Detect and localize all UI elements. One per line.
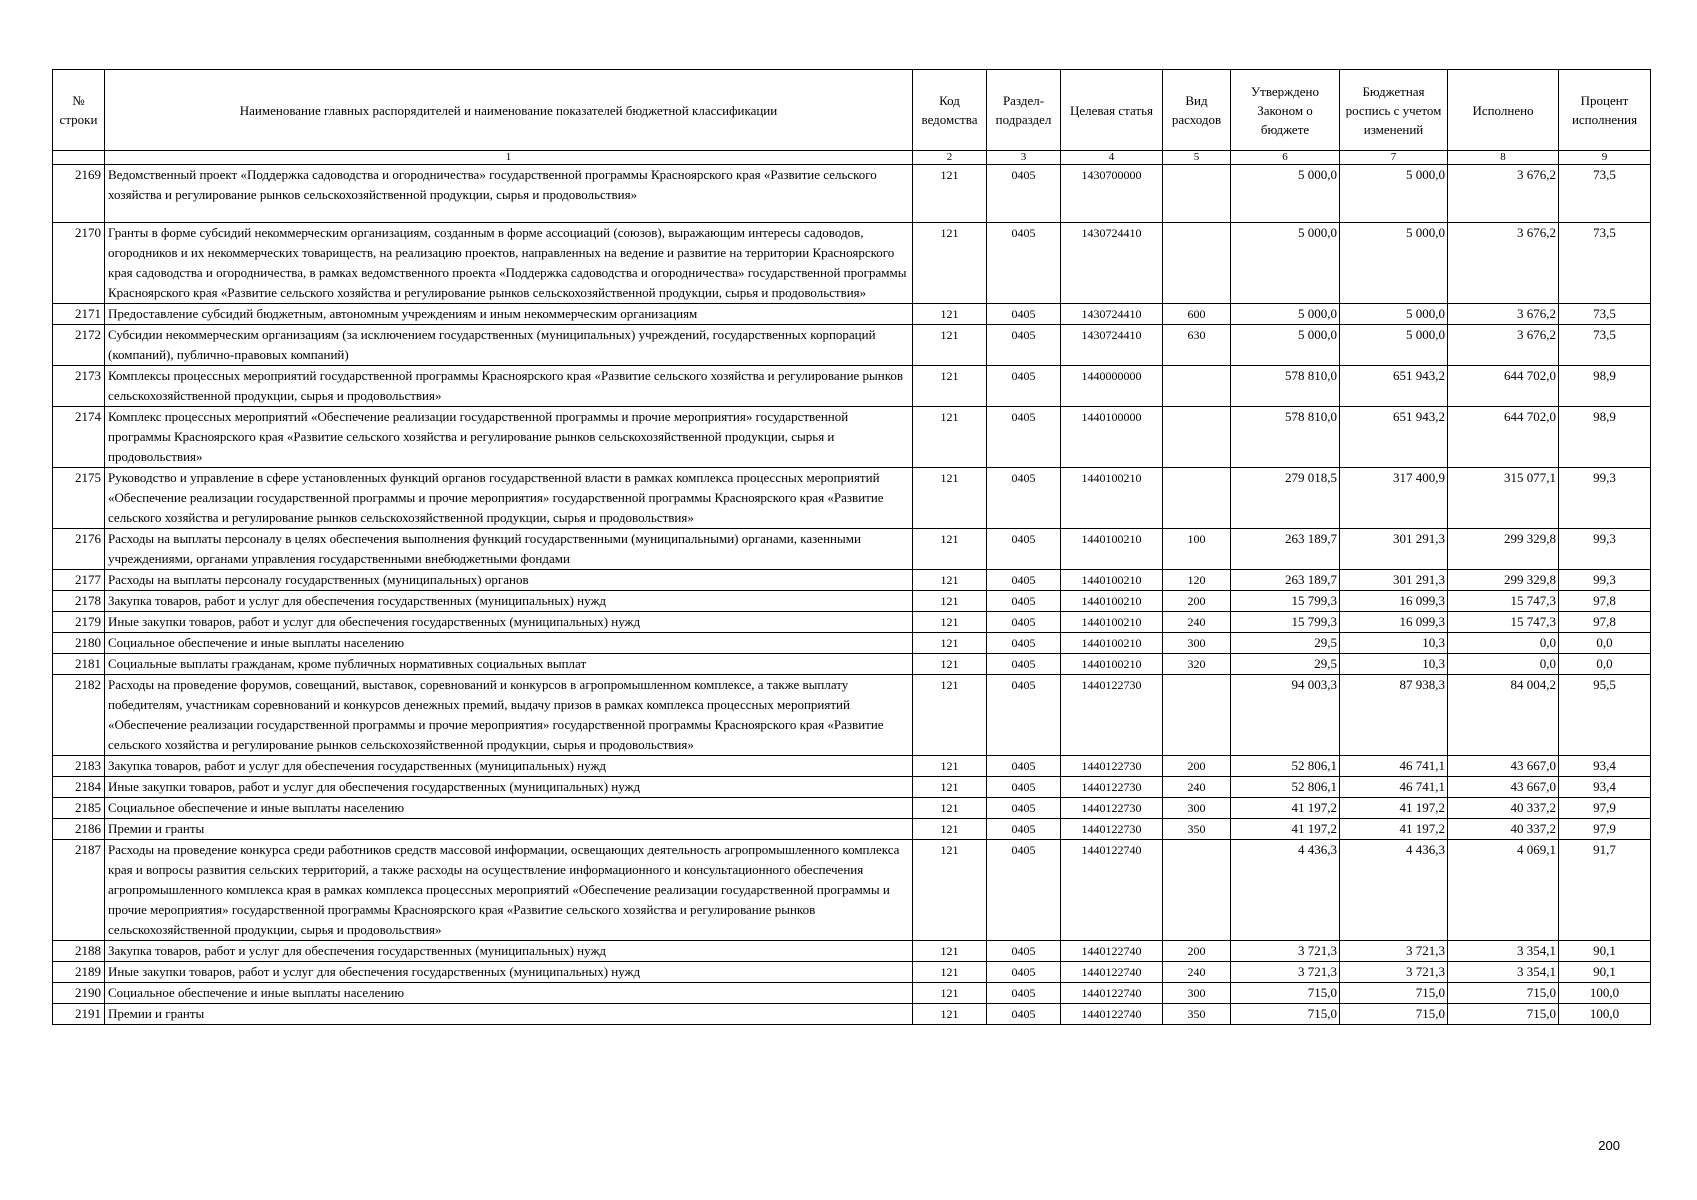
expense-type: 240	[1163, 612, 1231, 633]
table-row	[53, 654, 1651, 675]
table-row	[53, 529, 1651, 570]
row-number: 2180	[53, 633, 105, 654]
execution-percent: 100,0	[1559, 1004, 1651, 1025]
column-number: 1	[105, 151, 913, 165]
dept-code: 121	[913, 304, 987, 325]
approved-amount: 29,5	[1231, 654, 1340, 675]
execution-percent: 73,5	[1559, 165, 1651, 223]
row-name: Социальное обеспечение и иные выплаты населению	[105, 798, 913, 819]
table-row	[53, 675, 1651, 756]
dept-code: 121	[913, 798, 987, 819]
dept-code: 121	[913, 819, 987, 840]
target-article: 1440122740	[1061, 941, 1163, 962]
expense-type: 240	[1163, 962, 1231, 983]
approved-amount: 715,0	[1231, 983, 1340, 1004]
row-name: Иные закупки товаров, работ и услуг для обеспечения государственных (муниципальных) нужд	[105, 612, 913, 633]
expense-type	[1163, 366, 1231, 407]
expense-type: 200	[1163, 941, 1231, 962]
section-code: 0405	[987, 304, 1061, 325]
row-name: Закупка товаров, работ и услуг для обеспечения государственных (муниципальных) нужд	[105, 756, 913, 777]
target-article: 1440122740	[1061, 983, 1163, 1004]
header-percent: Процент исполнения	[1559, 70, 1651, 151]
row-name: Комплексы процессных мероприятий государственной программы Красноярского края «Развитие сельского хозяйства и регулирование рынков сельскохозяйственной продукции, сырья и продовольствия»	[105, 366, 913, 407]
execution-percent: 90,1	[1559, 962, 1651, 983]
dept-code: 121	[913, 529, 987, 570]
row-number: 2171	[53, 304, 105, 325]
approved-amount: 578 810,0	[1231, 407, 1340, 468]
section-code: 0405	[987, 962, 1061, 983]
expense-type: 200	[1163, 591, 1231, 612]
target-article: 1430724410	[1061, 304, 1163, 325]
budget-list-amount: 715,0	[1340, 1004, 1448, 1025]
expense-type: 300	[1163, 798, 1231, 819]
row-name: Закупка товаров, работ и услуг для обеспечения государственных (муниципальных) нужд	[105, 591, 913, 612]
section-code: 0405	[987, 798, 1061, 819]
target-article: 1440122730	[1061, 798, 1163, 819]
table-row	[53, 983, 1651, 1004]
row-number: 2183	[53, 756, 105, 777]
approved-amount: 52 806,1	[1231, 777, 1340, 798]
approved-amount: 5 000,0	[1231, 223, 1340, 304]
execution-percent: 0,0	[1559, 633, 1651, 654]
approved-amount: 94 003,3	[1231, 675, 1340, 756]
dept-code: 121	[913, 654, 987, 675]
budget-list-amount: 301 291,3	[1340, 529, 1448, 570]
expense-type: 320	[1163, 654, 1231, 675]
budget-list-amount: 317 400,9	[1340, 468, 1448, 529]
approved-amount: 578 810,0	[1231, 366, 1340, 407]
executed-amount: 3 676,2	[1448, 304, 1559, 325]
expense-type: 630	[1163, 325, 1231, 366]
dept-code: 121	[913, 366, 987, 407]
executed-amount: 3 676,2	[1448, 325, 1559, 366]
row-number: 2190	[53, 983, 105, 1004]
row-name: Премии и гранты	[105, 819, 913, 840]
executed-amount: 315 077,1	[1448, 468, 1559, 529]
approved-amount: 4 436,3	[1231, 840, 1340, 941]
row-number: 2174	[53, 407, 105, 468]
execution-percent: 93,4	[1559, 777, 1651, 798]
expense-type	[1163, 840, 1231, 941]
section-code: 0405	[987, 654, 1061, 675]
row-number: 2172	[53, 325, 105, 366]
target-article: 1440100210	[1061, 468, 1163, 529]
header-exp-type: Вид расходов	[1163, 70, 1231, 151]
execution-percent: 97,9	[1559, 819, 1651, 840]
approved-amount: 715,0	[1231, 1004, 1340, 1025]
target-article: 1430724410	[1061, 325, 1163, 366]
budget-list-amount: 3 721,3	[1340, 941, 1448, 962]
executed-amount: 43 667,0	[1448, 777, 1559, 798]
section-code: 0405	[987, 591, 1061, 612]
execution-percent: 73,5	[1559, 304, 1651, 325]
section-code: 0405	[987, 983, 1061, 1004]
section-code: 0405	[987, 407, 1061, 468]
executed-amount: 644 702,0	[1448, 366, 1559, 407]
dept-code: 121	[913, 165, 987, 223]
row-number: 2169	[53, 165, 105, 223]
executed-amount: 3 354,1	[1448, 962, 1559, 983]
section-code: 0405	[987, 941, 1061, 962]
table-row	[53, 612, 1651, 633]
column-number: 2	[913, 151, 987, 165]
executed-amount: 3 676,2	[1448, 223, 1559, 304]
target-article: 1440100210	[1061, 633, 1163, 654]
section-code: 0405	[987, 570, 1061, 591]
table-row	[53, 819, 1651, 840]
approved-amount: 29,5	[1231, 633, 1340, 654]
table-row	[53, 325, 1651, 366]
target-article: 1440122740	[1061, 962, 1163, 983]
section-code: 0405	[987, 633, 1061, 654]
dept-code: 121	[913, 325, 987, 366]
row-number: 2187	[53, 840, 105, 941]
row-number: 2176	[53, 529, 105, 570]
section-code: 0405	[987, 840, 1061, 941]
executed-amount: 15 747,3	[1448, 612, 1559, 633]
budget-list-amount: 41 197,2	[1340, 819, 1448, 840]
execution-percent: 99,3	[1559, 529, 1651, 570]
dept-code: 121	[913, 223, 987, 304]
row-name: Субсидии некоммерческим организациям (за исключением государственных (муниципальных) учреждений, государственных корпораций (компаний), публично-правовых компаний)	[105, 325, 913, 366]
table-row	[53, 407, 1651, 468]
target-article: 1440122730	[1061, 777, 1163, 798]
dept-code: 121	[913, 612, 987, 633]
row-name: Иные закупки товаров, работ и услуг для обеспечения государственных (муниципальных) нужд	[105, 962, 913, 983]
expense-type	[1163, 223, 1231, 304]
budget-list-amount: 5 000,0	[1340, 325, 1448, 366]
execution-percent: 73,5	[1559, 223, 1651, 304]
target-article: 1430724410	[1061, 223, 1163, 304]
execution-percent: 99,3	[1559, 570, 1651, 591]
row-name: Иные закупки товаров, работ и услуг для обеспечения государственных (муниципальных) нужд	[105, 777, 913, 798]
execution-percent: 91,7	[1559, 840, 1651, 941]
executed-amount: 299 329,8	[1448, 529, 1559, 570]
dept-code: 121	[913, 756, 987, 777]
budget-list-amount: 5 000,0	[1340, 223, 1448, 304]
table-row	[53, 756, 1651, 777]
target-article: 1440100210	[1061, 529, 1163, 570]
execution-percent: 95,5	[1559, 675, 1651, 756]
header-dept-code: Код ведомства	[913, 70, 987, 151]
section-code: 0405	[987, 468, 1061, 529]
execution-percent: 98,9	[1559, 407, 1651, 468]
row-number: 2191	[53, 1004, 105, 1025]
row-number: 2181	[53, 654, 105, 675]
target-article: 1440122740	[1061, 840, 1163, 941]
target-article: 1440000000	[1061, 366, 1163, 407]
dept-code: 121	[913, 777, 987, 798]
approved-amount: 15 799,3	[1231, 591, 1340, 612]
target-article: 1440100210	[1061, 570, 1163, 591]
target-article: 1440100000	[1061, 407, 1163, 468]
target-article: 1440100210	[1061, 654, 1163, 675]
table-row	[53, 798, 1651, 819]
header-budget-list: Бюджетная роспись с учетом изменений	[1340, 70, 1448, 151]
execution-percent: 93,4	[1559, 756, 1651, 777]
table-row	[53, 633, 1651, 654]
dept-code: 121	[913, 962, 987, 983]
dept-code: 121	[913, 591, 987, 612]
row-name: Гранты в форме субсидий некоммерческим организациям, созданным в форме ассоциаций (союзов), выражающим интересы садоводов, огородников и их некоммерческих товариществ, на реализацию проектов, направленных на ведение и развитие на территории Красноярского края садоводства и огородничества, в рамках ведомственного проекта «Поддержка садоводства и огородничества» государственной программы Красноярского края «Развитие сельского хозяйства и регулирование рынков сельскохозяйственной продукции, сырья и продовольствия»	[105, 223, 913, 304]
column-number: 6	[1231, 151, 1340, 165]
target-article: 1440100210	[1061, 591, 1163, 612]
section-code: 0405	[987, 819, 1061, 840]
budget-list-amount: 651 943,2	[1340, 407, 1448, 468]
row-name: Социальное обеспечение и иные выплаты населению	[105, 633, 913, 654]
table-row	[53, 962, 1651, 983]
expense-type: 350	[1163, 819, 1231, 840]
table-header-row	[53, 70, 1651, 151]
row-name: Расходы на проведение конкурса среди работников средств массовой информации, освещающих деятельность агропромышленного комплекса края и вопросы развития сельских территорий, а также расходы на осуществление информационного и консультационного обеспечения агропромышленного комплекса края в рамках комплекса процессных мероприятий «Обеспечение реализации государственной программы и прочие мероприятия» государственной программы Красноярского края «Развитие сельского хозяйства и регулирование рынков сельскохозяйственной продукции, сырья и продовольствия»	[105, 840, 913, 941]
execution-percent: 99,3	[1559, 468, 1651, 529]
executed-amount: 644 702,0	[1448, 407, 1559, 468]
executed-amount: 299 329,8	[1448, 570, 1559, 591]
section-code: 0405	[987, 223, 1061, 304]
expense-type: 300	[1163, 633, 1231, 654]
row-number: 2188	[53, 941, 105, 962]
budget-list-amount: 46 741,1	[1340, 777, 1448, 798]
row-number: 2175	[53, 468, 105, 529]
executed-amount: 0,0	[1448, 654, 1559, 675]
row-name: Социальные выплаты гражданам, кроме публичных нормативных социальных выплат	[105, 654, 913, 675]
budget-list-amount: 10,3	[1340, 654, 1448, 675]
budget-list-amount: 715,0	[1340, 983, 1448, 1004]
section-code: 0405	[987, 1004, 1061, 1025]
header-name: Наименование главных распорядителей и наименование показателей бюджетной классификации	[105, 70, 913, 151]
execution-percent: 90,1	[1559, 941, 1651, 962]
expense-type	[1163, 675, 1231, 756]
budget-list-amount: 87 938,3	[1340, 675, 1448, 756]
executed-amount: 715,0	[1448, 1004, 1559, 1025]
execution-percent: 73,5	[1559, 325, 1651, 366]
approved-amount: 263 189,7	[1231, 570, 1340, 591]
dept-code: 121	[913, 468, 987, 529]
section-code: 0405	[987, 777, 1061, 798]
column-number: 7	[1340, 151, 1448, 165]
column-number: 4	[1061, 151, 1163, 165]
page-number: 200	[1598, 1138, 1620, 1153]
executed-amount: 715,0	[1448, 983, 1559, 1004]
column-number-row	[53, 151, 1651, 165]
row-name: Руководство и управление в сфере установленных функций органов государственной власти в рамках комплекса процессных мероприятий «Обеспечение реализации государственной программы и прочие мероприятия» государственной программы Красноярского края «Развитие сельского хозяйства и регулирование рынков сельскохозяйственной продукции, сырья и продовольствия»	[105, 468, 913, 529]
header-target: Целевая статья	[1061, 70, 1163, 151]
row-name: Премии и гранты	[105, 1004, 913, 1025]
executed-amount: 84 004,2	[1448, 675, 1559, 756]
header-section: Раздел-подраздел	[987, 70, 1061, 151]
approved-amount: 15 799,3	[1231, 612, 1340, 633]
budget-list-amount: 41 197,2	[1340, 798, 1448, 819]
table-row	[53, 777, 1651, 798]
expense-type	[1163, 468, 1231, 529]
approved-amount: 52 806,1	[1231, 756, 1340, 777]
expense-type	[1163, 407, 1231, 468]
budget-list-amount: 16 099,3	[1340, 591, 1448, 612]
expense-type: 350	[1163, 1004, 1231, 1025]
execution-percent: 97,8	[1559, 591, 1651, 612]
approved-amount: 3 721,3	[1231, 962, 1340, 983]
executed-amount: 0,0	[1448, 633, 1559, 654]
approved-amount: 263 189,7	[1231, 529, 1340, 570]
execution-percent: 98,9	[1559, 366, 1651, 407]
budget-list-amount: 10,3	[1340, 633, 1448, 654]
budget-list-amount: 651 943,2	[1340, 366, 1448, 407]
row-name: Закупка товаров, работ и услуг для обеспечения государственных (муниципальных) нужд	[105, 941, 913, 962]
budget-list-amount: 16 099,3	[1340, 612, 1448, 633]
budget-list-amount: 46 741,1	[1340, 756, 1448, 777]
section-code: 0405	[987, 675, 1061, 756]
column-number: 3	[987, 151, 1061, 165]
target-article: 1440100210	[1061, 612, 1163, 633]
row-number: 2184	[53, 777, 105, 798]
row-name: Социальное обеспечение и иные выплаты населению	[105, 983, 913, 1004]
executed-amount: 3 354,1	[1448, 941, 1559, 962]
table-row	[53, 366, 1651, 407]
column-number: 5	[1163, 151, 1231, 165]
header-row-no: № строки	[53, 70, 105, 151]
dept-code: 121	[913, 570, 987, 591]
table-row	[53, 591, 1651, 612]
section-code: 0405	[987, 612, 1061, 633]
executed-amount: 43 667,0	[1448, 756, 1559, 777]
executed-amount: 3 676,2	[1448, 165, 1559, 223]
executed-amount: 15 747,3	[1448, 591, 1559, 612]
budget-list-amount: 4 436,3	[1340, 840, 1448, 941]
section-code: 0405	[987, 366, 1061, 407]
row-name: Расходы на выплаты персоналу в целях обеспечения выполнения функций государственными (муниципальными) органами, казенными учреждениями, органами управления государственными внебюджетными фондами	[105, 529, 913, 570]
row-number: 2186	[53, 819, 105, 840]
row-number: 2177	[53, 570, 105, 591]
target-article: 1440122730	[1061, 756, 1163, 777]
expense-type: 600	[1163, 304, 1231, 325]
row-name: Ведомственный проект «Поддержка садоводства и огородничества» государственной программы Красноярского края «Развитие сельского хозяйства и регулирование рынков сельскохозяйственной продукции, сырья и продовольствия»	[105, 165, 913, 223]
header-executed: Исполнено	[1448, 70, 1559, 151]
approved-amount: 41 197,2	[1231, 798, 1340, 819]
target-article: 1440122730	[1061, 819, 1163, 840]
target-article: 1440122730	[1061, 675, 1163, 756]
execution-percent: 97,8	[1559, 612, 1651, 633]
table-row	[53, 840, 1651, 941]
row-name: Предоставление субсидий бюджетным, автономным учреждениям и иным некоммерческим организациям	[105, 304, 913, 325]
section-code: 0405	[987, 165, 1061, 223]
budget-list-amount: 5 000,0	[1340, 165, 1448, 223]
row-number: 2179	[53, 612, 105, 633]
budget-sheet	[52, 69, 1650, 1025]
table-row	[53, 223, 1651, 304]
section-code: 0405	[987, 756, 1061, 777]
row-name: Расходы на проведение форумов, совещаний, выставок, соревнований и конкурсов в агропромышленном комплексе, а также выплату победителям, участникам соревнований и конкурсов денежных премий, выдачу призов в рамках комплекса процессных мероприятий «Обеспечение реализации государственной программы и прочие мероприятия» государственной программы Красноярского края «Развитие сельского хозяйства и регулирование рынков сельскохозяйственной продукции, сырья и продовольствия»	[105, 675, 913, 756]
section-code: 0405	[987, 529, 1061, 570]
executed-amount: 40 337,2	[1448, 798, 1559, 819]
row-name: Комплекс процессных мероприятий «Обеспечение реализации государственной программы и прочие мероприятия» государственной программы Красноярского края «Развитие сельского хозяйства и регулирование рынков сельскохозяйственной продукции, сырья и продовольствия»	[105, 407, 913, 468]
dept-code: 121	[913, 840, 987, 941]
expense-type: 120	[1163, 570, 1231, 591]
executed-amount: 40 337,2	[1448, 819, 1559, 840]
table-row	[53, 165, 1651, 223]
approved-amount: 5 000,0	[1231, 325, 1340, 366]
approved-amount: 3 721,3	[1231, 941, 1340, 962]
expense-type: 200	[1163, 756, 1231, 777]
budget-list-amount: 5 000,0	[1340, 304, 1448, 325]
row-number: 2189	[53, 962, 105, 983]
expense-type: 100	[1163, 529, 1231, 570]
expense-type	[1163, 165, 1231, 223]
dept-code: 121	[913, 633, 987, 654]
row-number: 2178	[53, 591, 105, 612]
execution-percent: 100,0	[1559, 983, 1651, 1004]
dept-code: 121	[913, 407, 987, 468]
header-approved: Утверждено Законом о бюджете	[1231, 70, 1340, 151]
expense-type: 240	[1163, 777, 1231, 798]
table-row	[53, 570, 1651, 591]
target-article: 1430700000	[1061, 165, 1163, 223]
dept-code: 121	[913, 1004, 987, 1025]
budget-list-amount: 3 721,3	[1340, 962, 1448, 983]
row-number: 2185	[53, 798, 105, 819]
approved-amount: 279 018,5	[1231, 468, 1340, 529]
approved-amount: 5 000,0	[1231, 165, 1340, 223]
column-number: 8	[1448, 151, 1559, 165]
execution-percent: 97,9	[1559, 798, 1651, 819]
approved-amount: 41 197,2	[1231, 819, 1340, 840]
row-number: 2173	[53, 366, 105, 407]
row-number: 2182	[53, 675, 105, 756]
section-code: 0405	[987, 325, 1061, 366]
dept-code: 121	[913, 941, 987, 962]
dept-code: 121	[913, 675, 987, 756]
approved-amount: 5 000,0	[1231, 304, 1340, 325]
budget-list-amount: 301 291,3	[1340, 570, 1448, 591]
expense-type: 300	[1163, 983, 1231, 1004]
row-name: Расходы на выплаты персоналу государственных (муниципальных) органов	[105, 570, 913, 591]
table-row	[53, 468, 1651, 529]
table-body	[53, 165, 1651, 1025]
dept-code: 121	[913, 983, 987, 1004]
target-article: 1440122740	[1061, 1004, 1163, 1025]
row-number: 2170	[53, 223, 105, 304]
table-row	[53, 1004, 1651, 1025]
table-row	[53, 304, 1651, 325]
column-number: 9	[1559, 151, 1651, 165]
table-row	[53, 941, 1651, 962]
execution-percent: 0,0	[1559, 654, 1651, 675]
budget-table	[52, 69, 1651, 1025]
executed-amount: 4 069,1	[1448, 840, 1559, 941]
